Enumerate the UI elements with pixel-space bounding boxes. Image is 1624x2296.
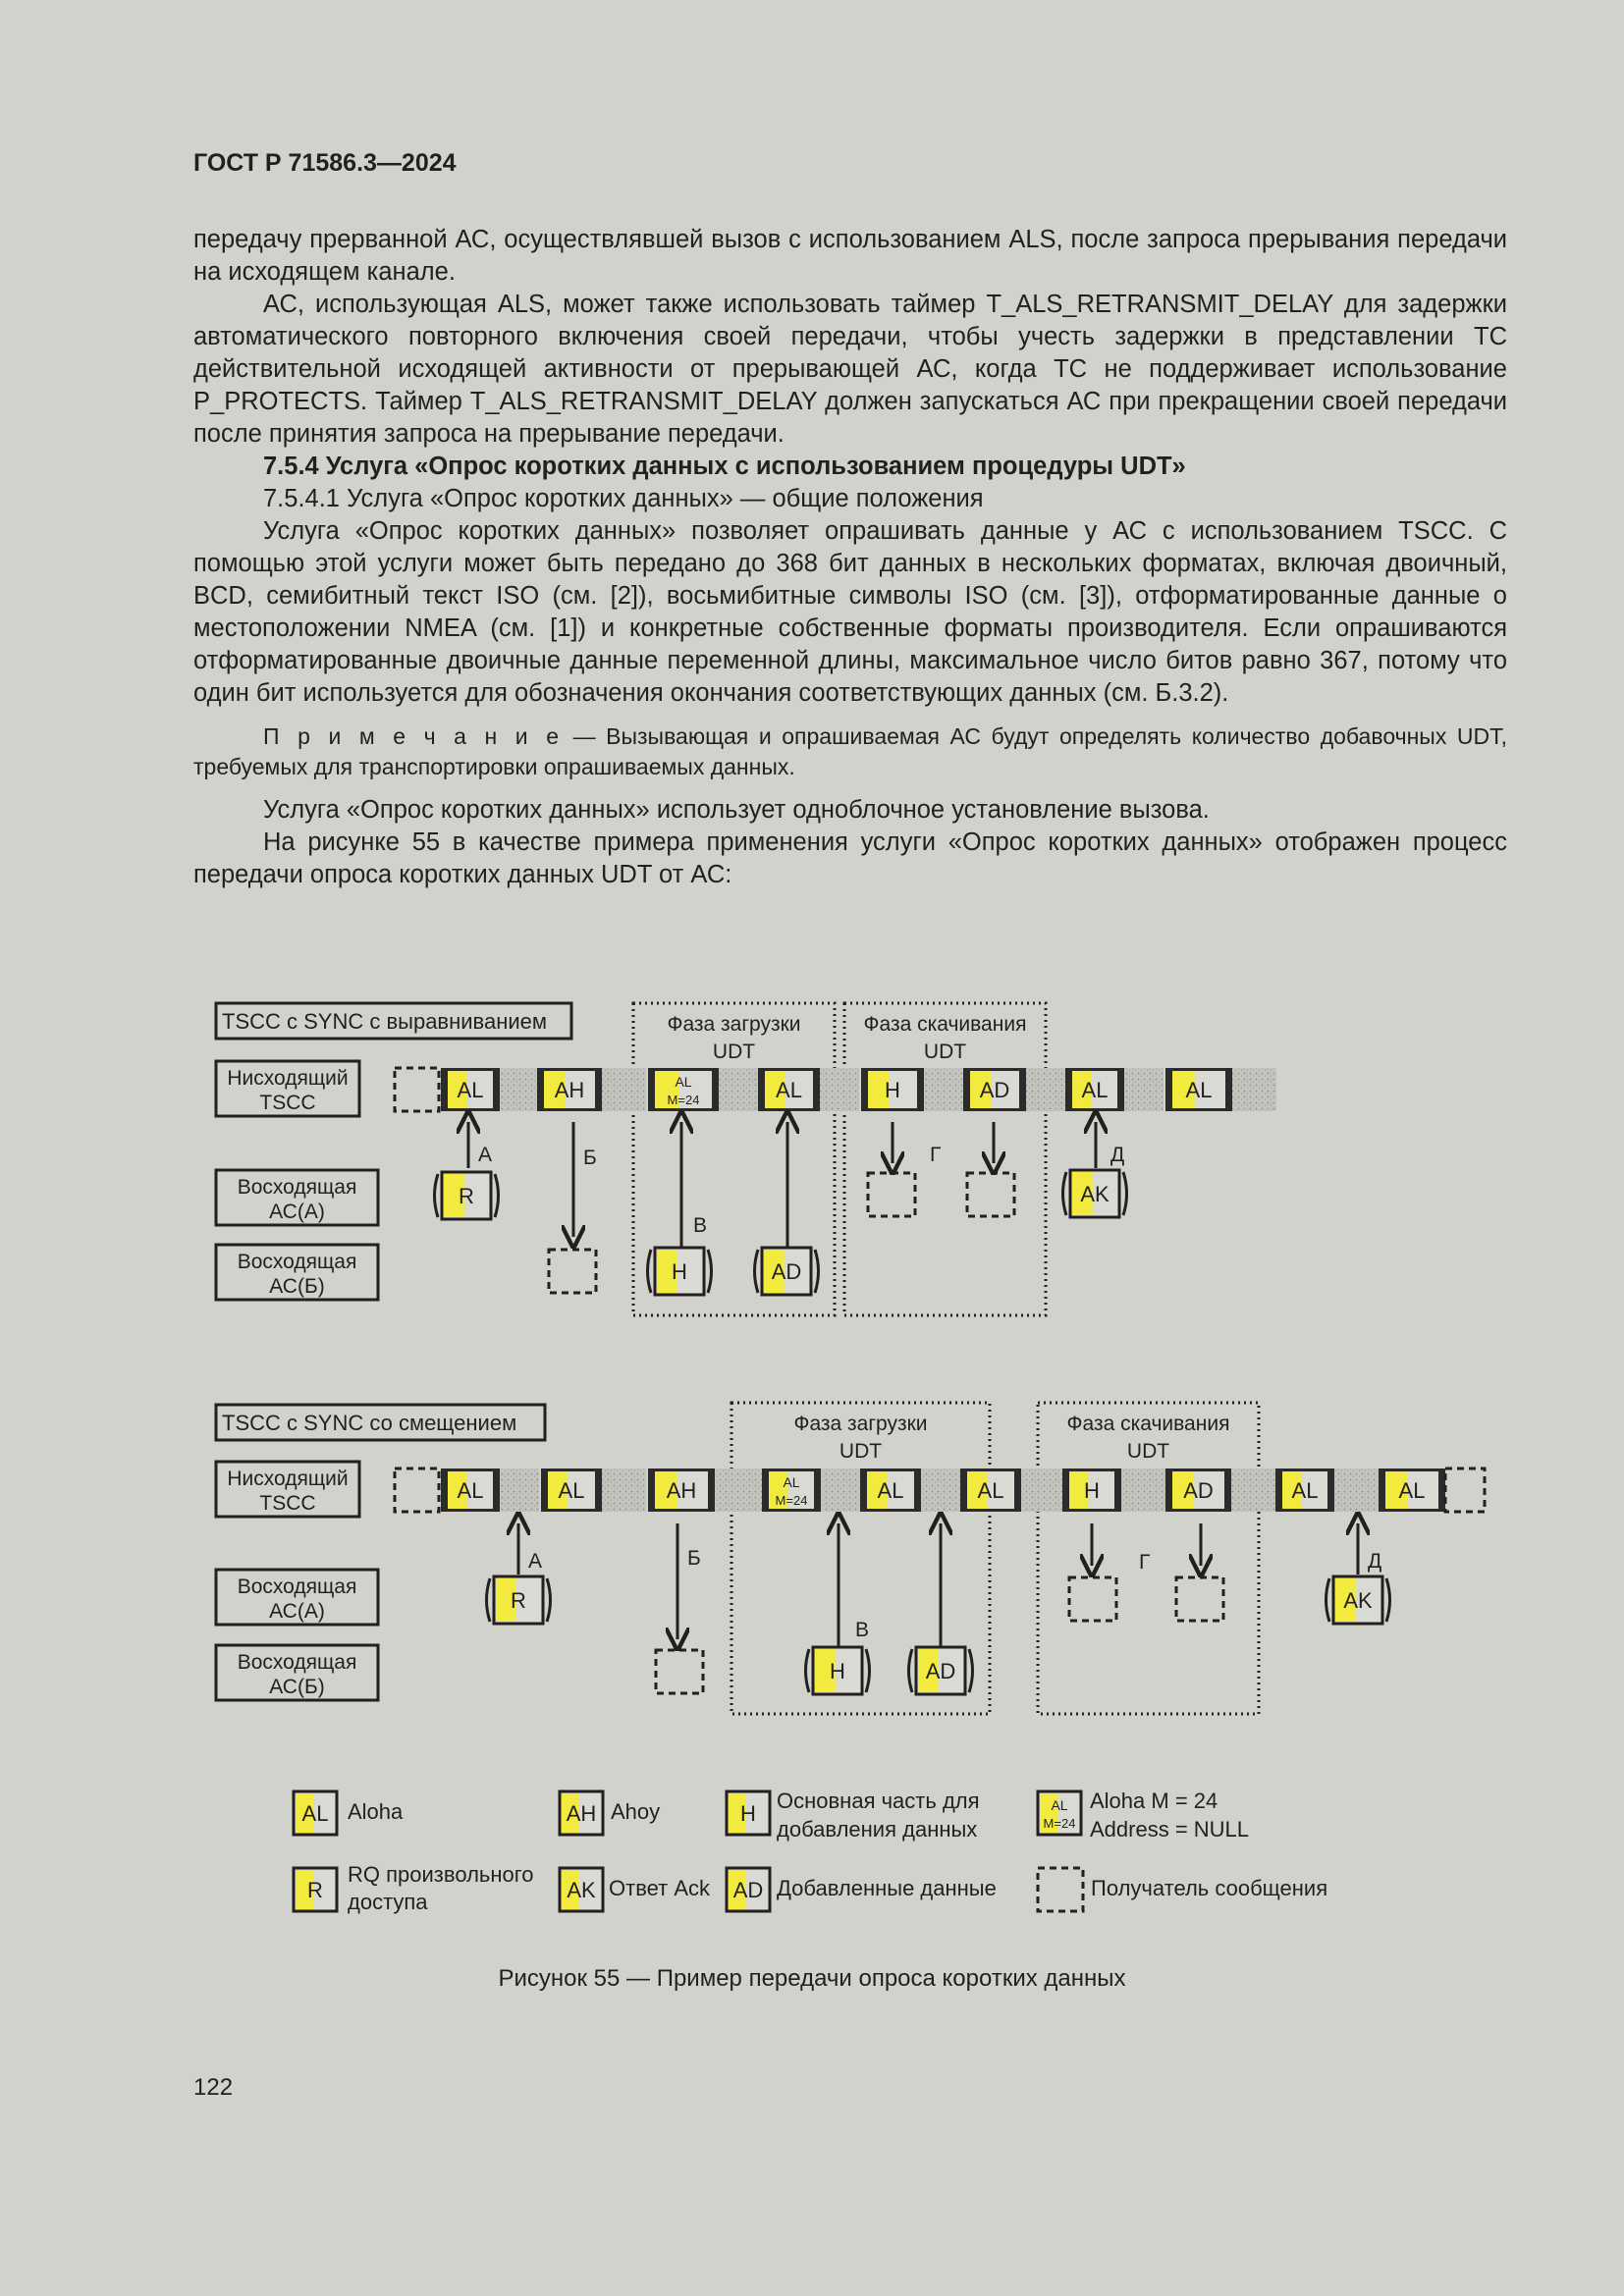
uplink-a-rq-bracket-left: [435, 1174, 439, 1217]
section-heading-7-5-4: 7.5.4 Услуга «Опрос коротких данных с использованием процедуры UDT»: [263, 453, 1186, 480]
phase-upload-label: Фаза загрузки: [667, 1013, 801, 1036]
legend-appended-text: Добавленные данные: [777, 1876, 997, 1900]
downlink-gap-15: [1232, 1068, 1276, 1111]
legend-recipient-box: [1038, 1868, 1083, 1911]
phase-upload-label-2: UDT: [712, 1041, 756, 1063]
paragraph-5: На рисунке 55 в качестве примера применения услуги «Опрос коротких данных» отображен процесс передачи опроса коротких данных UDT от АС:: [193, 828, 1507, 888]
diagram-offset-sync: [216, 1403, 1485, 1714]
uplink-b-appended-bracket-left: [755, 1250, 759, 1293]
legend-ahoy-text: Ahoy: [611, 1799, 661, 1824]
legend-rq-code: R: [307, 1878, 323, 1902]
diagram-aligned-sync: [216, 1003, 1276, 1315]
row-uplink-b-line1: Восходящая: [237, 1251, 357, 1273]
uplink-a-rq-bracket-right: [495, 1174, 499, 1217]
downlink-gap-5: [719, 1068, 758, 1111]
slot-recipient-start: [395, 1468, 439, 1512]
downlink-gap-15: [1231, 1468, 1275, 1512]
downlink-slot-1-code: AL: [558, 1478, 585, 1503]
paragraph-1: передачу прерванной АС, осуществлявшей вызов с использованием ALS, после запроса прерывания передачи на исходящем канале.: [193, 226, 1507, 286]
slot-recipient-start: [395, 1068, 439, 1111]
row-downlink-line1: Нисходящий: [227, 1067, 349, 1090]
arrow-label-1: Б: [583, 1147, 597, 1169]
uplink-a-ack-code: AK: [1343, 1588, 1373, 1613]
arrow-label-0: А: [478, 1144, 493, 1166]
uplink-a-rq-code: R: [459, 1184, 474, 1208]
row-uplink-a-line2: АС(А): [269, 1201, 325, 1223]
note-text: — Вызывающая и опрашиваемая АС будут определять количество добавочных UDT, требуемых для транспортировки опрашиваемых данных.: [193, 723, 1507, 779]
legend-appended-code: AD: [732, 1878, 764, 1902]
downlink-gap-7: [821, 1468, 860, 1512]
legend-ahoy-code: AH: [566, 1801, 597, 1826]
diagram-title-text: TSCC с SYNC со смещением: [222, 1411, 517, 1435]
recipient-box-0: [656, 1650, 703, 1693]
downlink-gap-9: [921, 1468, 960, 1512]
uplink-a-rq-code: R: [511, 1588, 526, 1613]
downlink-slot-8-code: AL: [1291, 1478, 1319, 1503]
uplink-b-header-code: H: [672, 1259, 687, 1284]
legend-aloha-m24-sub: M=24: [1043, 1816, 1076, 1831]
arrow-label-2: В: [693, 1214, 708, 1237]
uplink-b-header-code: H: [830, 1659, 845, 1683]
uplink-b-appended-code: AD: [771, 1259, 802, 1284]
downlink-slot-1-code: AH: [554, 1078, 585, 1102]
phase-download-label-2: UDT: [923, 1041, 967, 1063]
row-uplink-a-line1: Восходящая: [237, 1575, 357, 1598]
legend-header-block-code: H: [740, 1801, 756, 1826]
note-label: П р и м е ч а н и е: [263, 723, 563, 749]
arrow-label-3: Г: [1139, 1551, 1151, 1574]
recipient-box-1: [868, 1173, 915, 1216]
arrow-label-4: Д: [1368, 1550, 1382, 1573]
legend-aloha-code: AL: [301, 1801, 329, 1826]
legend-rq-text-1: RQ произвольного: [348, 1862, 534, 1887]
legend-header-text-2: добавления данных: [777, 1817, 978, 1842]
uplink-a-ack-bracket-left: [1326, 1578, 1330, 1622]
row-uplink-a-line1: Восходящая: [237, 1176, 357, 1199]
uplink-a-rq-bracket-left: [487, 1578, 491, 1622]
uplink-a-ack-bracket-left: [1063, 1172, 1067, 1215]
uplink-b-appended-bracket-right: [815, 1250, 819, 1293]
recipient-box-1: [1069, 1577, 1116, 1621]
downlink-gap-11: [1026, 1068, 1065, 1111]
recipient-box-2: [1176, 1577, 1223, 1621]
recipient-box-0: [549, 1250, 596, 1293]
page-number: 122: [193, 2074, 234, 2101]
downlink-slot-7-code: AL: [1185, 1078, 1213, 1102]
legend-ack-text: Ответ Ack: [609, 1876, 710, 1900]
downlink-slot-7-code: AD: [1183, 1478, 1214, 1503]
downlink-slot-6-code: AL: [1081, 1078, 1109, 1102]
figure-caption: Рисунок 55 — Пример передачи опроса коротких данных: [498, 1965, 1126, 1992]
downlink-gap-3: [602, 1068, 646, 1111]
arrow-label-4: Д: [1110, 1144, 1125, 1166]
downlink-slot-0-code: AL: [457, 1078, 484, 1102]
arrow-label-2: В: [855, 1619, 870, 1641]
downlink-gap-11: [1021, 1468, 1062, 1512]
downlink-gap-5: [715, 1468, 762, 1512]
phase-upload-label-2: UDT: [839, 1440, 883, 1463]
downlink-slot-2-code: AL: [675, 1074, 692, 1090]
legend-header-text-1: Основная часть для: [777, 1789, 980, 1813]
downlink-dashed-19: [1445, 1468, 1485, 1512]
downlink-slot-4-code: AL: [877, 1478, 904, 1503]
downlink-gap-3: [602, 1468, 646, 1512]
uplink-a-ack-bracket-right: [1386, 1578, 1390, 1622]
subsection-heading-7-5-4-1: 7.5.4.1 Услуга «Опрос коротких данных» — общие положения: [263, 485, 984, 512]
diagram-title-text: TSCC с SYNC с выравниванием: [222, 1009, 548, 1034]
uplink-a-ack-bracket-right: [1123, 1172, 1127, 1215]
row-uplink-b-line2: АС(Б): [269, 1275, 325, 1298]
legend-recipient-text: Получатель сообщения: [1091, 1876, 1328, 1900]
paragraph-3: Услуга «Опрос коротких данных» позволяет опрашивать данные у АС с использованием TSCC. С помощью этой услуги может быть передано до 368 бит данных в нескольких форматах, включая двоичный, BCD, семибитный текст ISO (см. [2]), восьмибитные символы ISO (см. [3]), отформатированные данные о местоположении NMEA (см. [1]) и конкретные собственные форматы производителя. Если опрашиваются отформатированные двоичные данные переменной длины, максимальное число битов равно 367, потому что один бит используется для обозначения окончания соответствующих данных (см. Б.3.2).: [193, 517, 1507, 707]
uplink-b-header-bracket-right: [708, 1250, 712, 1293]
downlink-slot-5-code: AD: [979, 1078, 1010, 1102]
uplink-a-rq-bracket-right: [547, 1578, 551, 1622]
row-downlink-line1: Нисходящий: [227, 1468, 349, 1490]
downlink-slot-9-code: AL: [1398, 1478, 1426, 1503]
downlink-slot-2-code: AH: [666, 1478, 697, 1503]
row-downlink-line2: TSCC: [259, 1492, 316, 1515]
downlink-slot-5-code: AL: [977, 1478, 1004, 1503]
arrow-label-3: Г: [930, 1144, 942, 1166]
downlink-gap-13: [1124, 1068, 1164, 1111]
arrow-label-1: Б: [687, 1547, 701, 1570]
phase-download-label: Фаза скачивания: [1066, 1413, 1230, 1435]
legend-aloha-m24-code: AL: [1051, 1797, 1068, 1813]
row-uplink-a-line2: АС(А): [269, 1600, 325, 1623]
legend-aloha-text: Aloha: [348, 1799, 404, 1824]
downlink-gap-1: [500, 1068, 537, 1111]
row-uplink-b-line2: АС(Б): [269, 1676, 325, 1698]
downlink-gap-13: [1121, 1468, 1165, 1512]
uplink-a-ack-code: AK: [1080, 1182, 1110, 1206]
row-downlink-line2: TSCC: [259, 1092, 316, 1114]
legend-rq-text-2: доступа: [348, 1890, 428, 1914]
downlink-gap-9: [924, 1068, 963, 1111]
legend-aloha-m24-text-1: Aloha M = 24: [1090, 1789, 1218, 1813]
downlink-slot-0-code: AL: [457, 1478, 484, 1503]
downlink-slot-3-code: AL: [776, 1078, 802, 1102]
downlink-slot-4-code: H: [885, 1078, 900, 1102]
legend-ack-code: AK: [567, 1878, 596, 1902]
uplink-b-header-bracket-left: [648, 1250, 652, 1293]
downlink-slot-3-code: AL: [783, 1474, 800, 1490]
arrow-label-0: А: [528, 1550, 543, 1573]
phase-download-label-2: UDT: [1126, 1440, 1170, 1463]
paragraph-2: АС, использующая ALS, может также использовать таймер T_ALS_RETRANSMIT_DELAY для задержки автоматического повторного включения своей передачи, чтобы учесть задержки в представлении ТС действительной исходящей активности от прерывающей АС, когда ТС не поддерживает использование P_PROTECTS. Таймер T_ALS_RETRANSMIT_DELAY должен запускаться АС при прекращении своей передачи после принятия запроса на прерывание передачи.: [193, 291, 1507, 448]
downlink-slot-2-sub: M=24: [667, 1093, 700, 1107]
row-uplink-b-line1: Восходящая: [237, 1651, 357, 1674]
uplink-b-header-bracket-left: [806, 1649, 810, 1692]
recipient-box-2: [967, 1173, 1014, 1216]
uplink-b-appended-code: AD: [925, 1659, 956, 1683]
paragraph-4: Услуга «Опрос коротких данных» использует одноблочное установление вызова.: [263, 796, 1210, 824]
downlink-slot-6-code: H: [1084, 1478, 1100, 1503]
uplink-b-appended-bracket-right: [969, 1649, 973, 1692]
phase-upload-label: Фаза загрузки: [793, 1413, 928, 1435]
downlink-gap-1: [500, 1468, 539, 1512]
downlink-gap-7: [820, 1068, 859, 1111]
uplink-b-header-bracket-right: [866, 1649, 870, 1692]
legend-aloha-m24-text-2: Address = NULL: [1090, 1817, 1250, 1842]
downlink-slot-3-sub: M=24: [775, 1493, 808, 1508]
downlink-gap-17: [1334, 1468, 1379, 1512]
phase-download-label: Фаза скачивания: [863, 1013, 1027, 1036]
uplink-b-appended-bracket-left: [909, 1649, 913, 1692]
legend: [294, 1789, 1327, 1914]
document-header: ГОСТ Р 71586.3—2024: [193, 149, 457, 177]
